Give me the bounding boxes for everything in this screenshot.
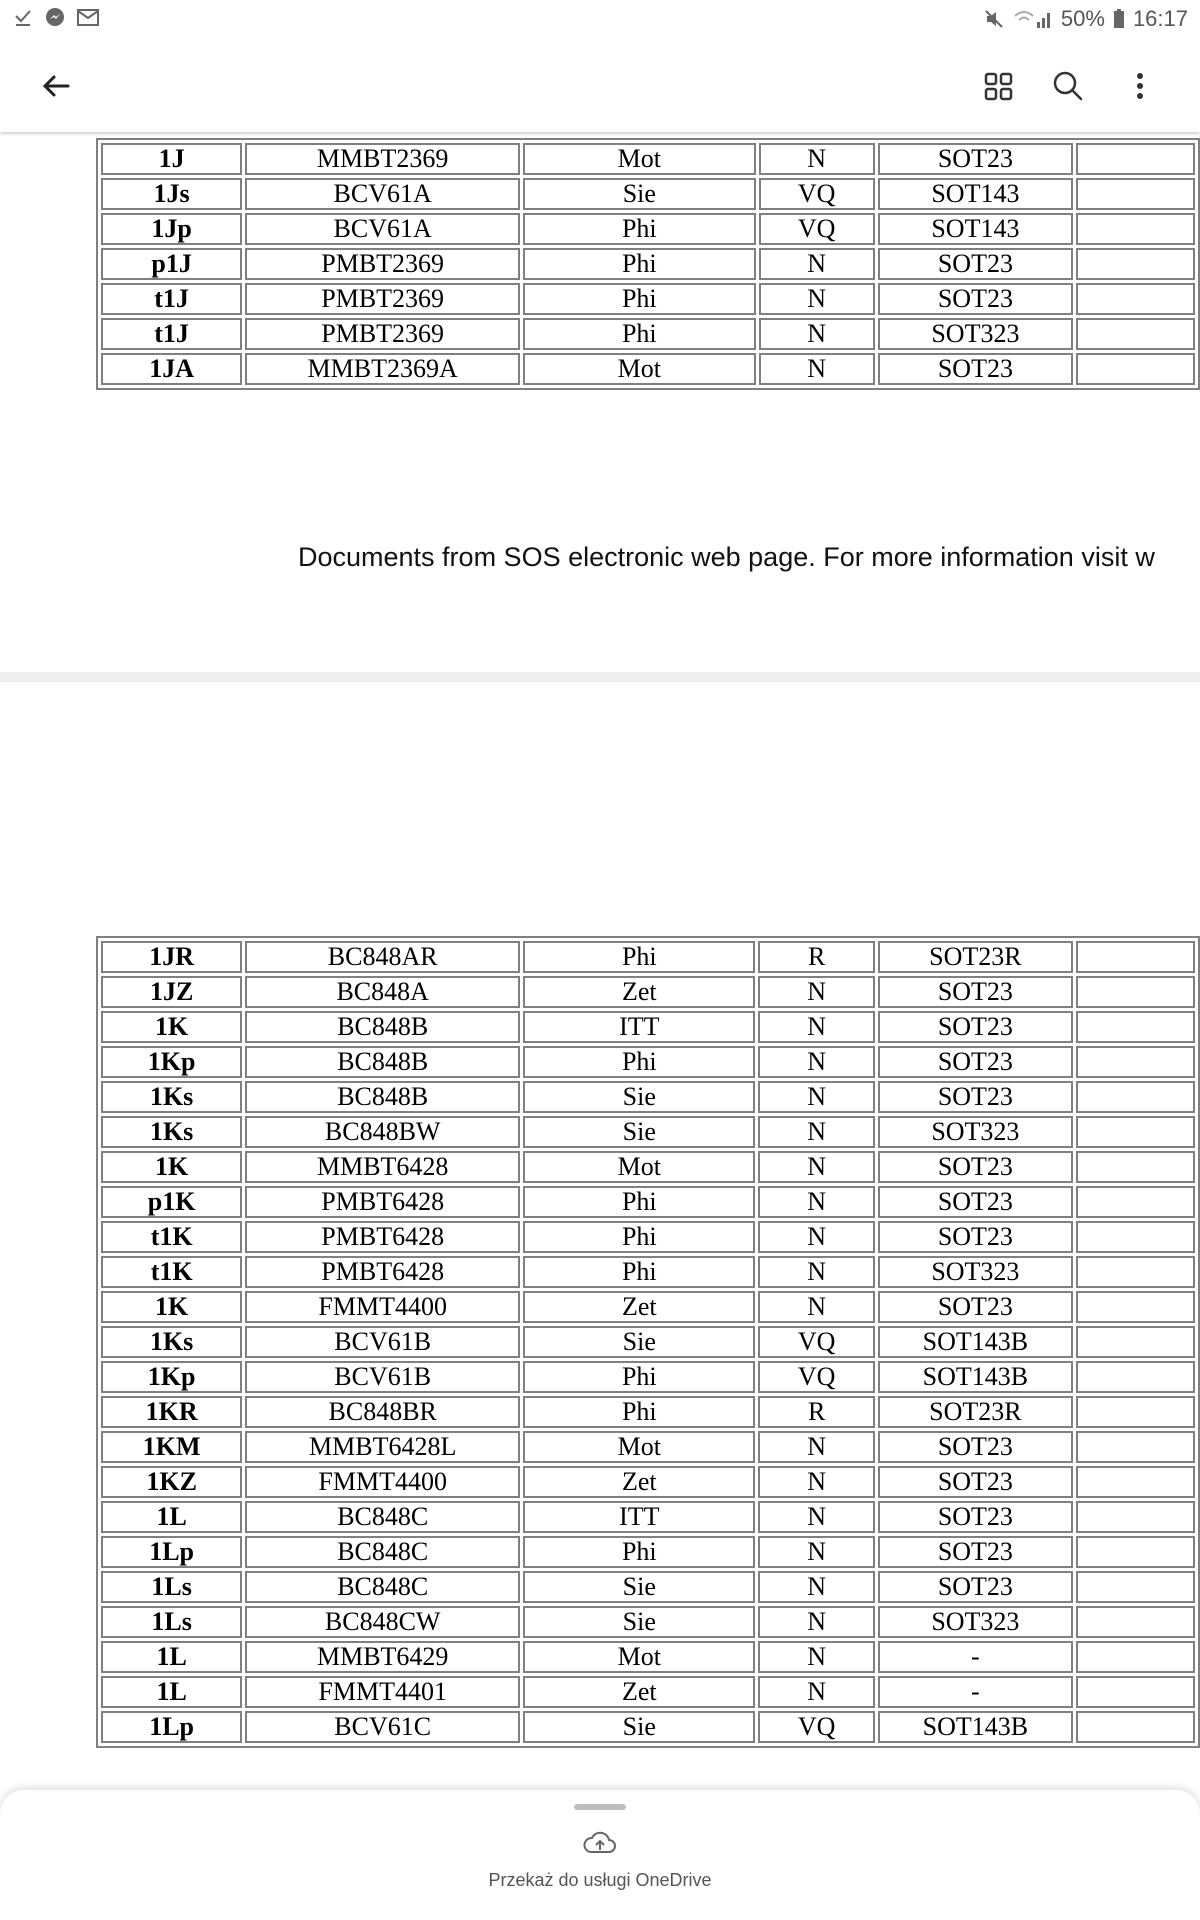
app-bar [0,40,1200,132]
cell-package: SOT143B [878,1326,1073,1358]
cell-part-number: PMBT6428 [245,1186,520,1218]
cell-type: N [758,1046,874,1078]
cell-part-number: BC848BR [245,1396,520,1428]
cell-part-number: MMBT6428 [245,1151,520,1183]
onedrive-bottom-sheet[interactable] [0,1790,1200,1920]
cell-manufacturer: Phi [523,318,755,350]
cell-manufacturer: Sie [523,1116,755,1148]
cell-marking-code: 1K [101,1151,242,1183]
cell-part-number: PMBT6428 [245,1221,520,1253]
cell-part-number: PMBT2369 [245,318,520,350]
cell-part-number: MMBT2369A [245,353,520,385]
page-separator [0,672,1200,682]
cell-marking-code: 1L [101,1641,242,1673]
cell-part-number: BCV61B [245,1326,520,1358]
cell-type: N [758,1606,874,1638]
cell-package: SOT23 [878,1466,1073,1498]
cell-extra [1076,1606,1195,1638]
cell-extra [1076,1151,1195,1183]
table-row [101,1221,1195,1253]
cell-package: SOT23 [878,248,1073,280]
cell-part-number: BC848C [245,1571,520,1603]
cell-extra [1076,1256,1195,1288]
cell-marking-code: t1K [101,1256,242,1288]
cell-manufacturer: Zet [523,1676,755,1708]
cell-package: SOT143B [878,1711,1073,1743]
cell-manufacturer: Mot [523,353,755,385]
cell-marking-code: 1Ls [101,1606,242,1638]
cell-extra [1076,941,1195,973]
table-row [101,1676,1195,1708]
cell-marking-code: 1JR [101,941,242,973]
cell-marking-code: 1Jp [101,213,242,245]
cell-type: N [758,1186,874,1218]
cell-marking-code: 1K [101,1011,242,1043]
cell-marking-code: t1K [101,1221,242,1253]
messenger-icon [44,6,66,28]
status-right [983,6,1188,32]
cell-extra [1076,353,1195,385]
cell-part-number: MMBT2369 [245,143,520,175]
cell-part-number: PMBT2369 [245,248,520,280]
cell-package: SOT143 [878,213,1073,245]
cell-extra [1076,1116,1195,1148]
cell-extra [1076,1046,1195,1078]
grid-icon[interactable] [978,66,1018,106]
cell-type: N [758,976,874,1008]
cell-manufacturer: Zet [523,1466,755,1498]
cell-type: VQ [758,1711,874,1743]
wifi-signal-icon [1013,8,1053,30]
cell-package: SOT23 [878,1501,1073,1533]
status-bar [0,0,1200,40]
document-page-1 [0,132,1200,672]
cell-manufacturer: Phi [523,1361,755,1393]
cell-extra [1076,1676,1195,1708]
cell-part-number: BC848AR [245,941,520,973]
cell-extra [1076,283,1195,315]
cell-manufacturer: Zet [523,976,755,1008]
cell-marking-code: t1J [101,318,242,350]
cell-type: N [759,283,875,315]
cell-type: N [759,318,875,350]
cell-package: SOT23 [878,1291,1073,1323]
table-row [101,1431,1195,1463]
cell-manufacturer: Phi [523,1536,755,1568]
cell-marking-code: t1J [101,283,242,315]
table-row [101,1361,1195,1393]
cell-extra [1076,143,1195,175]
cell-extra [1076,1571,1195,1603]
cell-package: - [878,1641,1073,1673]
table-row [101,283,1195,315]
cell-marking-code: 1Ks [101,1081,242,1113]
cloud-upload-icon[interactable] [582,1828,618,1858]
cell-type: N [758,1116,874,1148]
cell-part-number: BC848B [245,1081,520,1113]
table-row [101,1536,1195,1568]
cell-marking-code: 1K [101,1291,242,1323]
table-row [101,1011,1195,1043]
cell-extra [1076,1221,1195,1253]
cell-extra [1076,1081,1195,1113]
parts-table-1 [96,138,1200,390]
cell-manufacturer: Sie [523,1606,755,1638]
table-row [101,353,1195,385]
cell-package: SOT23 [878,1081,1073,1113]
table-row [101,1256,1195,1288]
cell-package: SOT143B [878,1361,1073,1393]
cell-extra [1076,1641,1195,1673]
table-row [101,976,1195,1008]
cell-part-number: BC848B [245,1046,520,1078]
cell-manufacturer: Sie [523,1711,755,1743]
table-row [101,941,1195,973]
cell-part-number: FMMT4400 [245,1466,520,1498]
table-row [101,1291,1195,1323]
cell-marking-code: 1J [101,143,242,175]
mail-icon [76,6,100,28]
table-row [101,318,1195,350]
cell-marking-code: 1KR [101,1396,242,1428]
table-row [101,178,1195,210]
table-row [101,1396,1195,1428]
document-page-2 [0,682,1200,1792]
table-row [101,1046,1195,1078]
cell-extra [1076,178,1195,210]
status-left [12,6,100,28]
cell-manufacturer: Phi [523,1221,755,1253]
cell-package: SOT23 [878,143,1073,175]
cell-part-number: BC848C [245,1536,520,1568]
cell-manufacturer: Mot [523,1151,755,1183]
cell-part-number: BC848B [245,1011,520,1043]
cell-package: SOT23 [878,1046,1073,1078]
cell-manufacturer: Phi [523,213,755,245]
cell-marking-code: 1Ks [101,1326,242,1358]
cell-marking-code: 1Kp [101,1361,242,1393]
cell-marking-code: 1Js [101,178,242,210]
cell-package: SOT23 [878,283,1073,315]
cell-manufacturer: Sie [523,1326,755,1358]
battery-icon [1113,8,1125,30]
cell-marking-code: p1J [101,248,242,280]
cell-manufacturer: ITT [523,1011,755,1043]
cell-package: SOT323 [878,1256,1073,1288]
cell-type: N [758,1011,874,1043]
cell-type: VQ [759,178,875,210]
parts-table-2 [96,936,1200,1748]
cell-package: SOT23 [878,1221,1073,1253]
cell-type: VQ [758,1326,874,1358]
cell-part-number: PMBT6428 [245,1256,520,1288]
cell-extra [1076,318,1195,350]
table-row [101,143,1195,175]
table-row [101,1641,1195,1673]
cell-extra [1076,213,1195,245]
cell-extra [1076,1396,1195,1428]
sheet-drag-handle[interactable] [574,1804,626,1810]
cell-marking-code: p1K [101,1186,242,1218]
cell-type: N [758,1256,874,1288]
cell-type: VQ [758,1361,874,1393]
table-row [101,1151,1195,1183]
table-row [101,1571,1195,1603]
table-row [101,213,1195,245]
table-row [101,1606,1195,1638]
cell-package: SOT323 [878,1116,1073,1148]
table-row [101,1711,1195,1743]
cell-package: SOT323 [878,318,1073,350]
cell-type: N [758,1641,874,1673]
cell-marking-code: 1L [101,1676,242,1708]
download-done-icon [12,6,34,28]
cell-extra [1076,248,1195,280]
cell-type: VQ [759,213,875,245]
cell-part-number: PMBT2369 [245,283,520,315]
cell-manufacturer: Phi [523,1256,755,1288]
search-icon[interactable] [1048,66,1088,106]
cell-type: N [758,1501,874,1533]
cell-type: N [758,1676,874,1708]
cell-package: SOT23 [878,1011,1073,1043]
cell-part-number: BCV61B [245,1361,520,1393]
cell-package: SOT23 [878,1431,1073,1463]
table-row [101,1326,1195,1358]
cell-package: SOT323 [878,1606,1073,1638]
cell-extra [1076,1186,1195,1218]
cell-package: SOT143 [878,178,1073,210]
cell-manufacturer: Sie [523,1571,755,1603]
cell-type: R [758,941,874,973]
battery-percent: 50% [1060,6,1105,31]
cell-type: N [759,248,875,280]
cell-extra [1076,1536,1195,1568]
cell-manufacturer: Mot [523,143,755,175]
cell-type: N [758,1536,874,1568]
table-row [101,1116,1195,1148]
arrow-left-icon[interactable] [36,66,76,106]
cell-type: N [758,1081,874,1113]
cell-extra [1076,1501,1195,1533]
clock: 16:17 [1132,6,1188,31]
cell-marking-code: 1Lp [101,1536,242,1568]
cell-package: SOT23R [878,941,1073,973]
cell-manufacturer: Phi [523,248,755,280]
cell-extra [1076,1711,1195,1743]
cell-manufacturer: Phi [523,1396,755,1428]
cell-manufacturer: Sie [523,178,755,210]
cell-type: R [758,1396,874,1428]
cell-extra [1076,1011,1195,1043]
cell-part-number: MMBT6429 [245,1641,520,1673]
cell-manufacturer: Sie [523,1081,755,1113]
cell-type: N [758,1151,874,1183]
cell-package: SOT23R [878,1396,1073,1428]
table-row [101,1501,1195,1533]
cell-part-number: BCV61A [245,178,520,210]
cell-package: SOT23 [878,1186,1073,1218]
cell-type: N [758,1431,874,1463]
cell-part-number: MMBT6428L [245,1431,520,1463]
cell-manufacturer: Phi [523,941,755,973]
cell-marking-code: 1L [101,1501,242,1533]
cell-manufacturer: Mot [523,1431,755,1463]
cell-part-number: FMMT4401 [245,1676,520,1708]
cell-type: N [758,1571,874,1603]
cell-package: SOT23 [878,976,1073,1008]
table-row [101,1466,1195,1498]
table-row [101,1186,1195,1218]
cell-part-number: BC848A [245,976,520,1008]
cell-package: SOT23 [878,1536,1073,1568]
cell-marking-code: 1KZ [101,1466,242,1498]
cell-extra [1076,1291,1195,1323]
page-footer-text: Documents from SOS electronic web page. For more information visit w [298,542,1155,572]
cell-manufacturer: Phi [523,1186,755,1218]
cell-manufacturer: Phi [523,283,755,315]
cell-marking-code: 1JA [101,353,242,385]
cell-package: SOT23 [878,1571,1073,1603]
cell-extra [1076,976,1195,1008]
cell-marking-code: 1JZ [101,976,242,1008]
cell-extra [1076,1361,1195,1393]
more-vert-icon[interactable] [1120,66,1160,106]
cell-extra [1076,1431,1195,1463]
cell-type: N [759,353,875,385]
table-row [101,1081,1195,1113]
cell-part-number: BC848CW [245,1606,520,1638]
cell-extra [1076,1466,1195,1498]
cell-type: N [758,1291,874,1323]
cell-manufacturer: Zet [523,1291,755,1323]
cell-part-number: BCV61C [245,1711,520,1743]
cell-part-number: BC848C [245,1501,520,1533]
cell-marking-code: 1Kp [101,1046,242,1078]
cell-part-number: BC848BW [245,1116,520,1148]
cell-manufacturer: ITT [523,1501,755,1533]
cell-marking-code: 1Ks [101,1116,242,1148]
mute-icon [983,8,1005,30]
onedrive-label[interactable]: Przekaż do usługi OneDrive [488,1870,712,1890]
cell-package: - [878,1676,1073,1708]
cell-marking-code: 1KM [101,1431,242,1463]
cell-type: N [758,1221,874,1253]
table-row [101,248,1195,280]
cell-manufacturer: Phi [523,1046,755,1078]
cell-manufacturer: Mot [523,1641,755,1673]
cell-package: SOT23 [878,353,1073,385]
cell-marking-code: 1Lp [101,1711,242,1743]
cell-marking-code: 1Ls [101,1571,242,1603]
cell-type: N [759,143,875,175]
cell-part-number: BCV61A [245,213,520,245]
cell-type: N [758,1466,874,1498]
cell-part-number: FMMT4400 [245,1291,520,1323]
cell-extra [1076,1326,1195,1358]
cell-package: SOT23 [878,1151,1073,1183]
